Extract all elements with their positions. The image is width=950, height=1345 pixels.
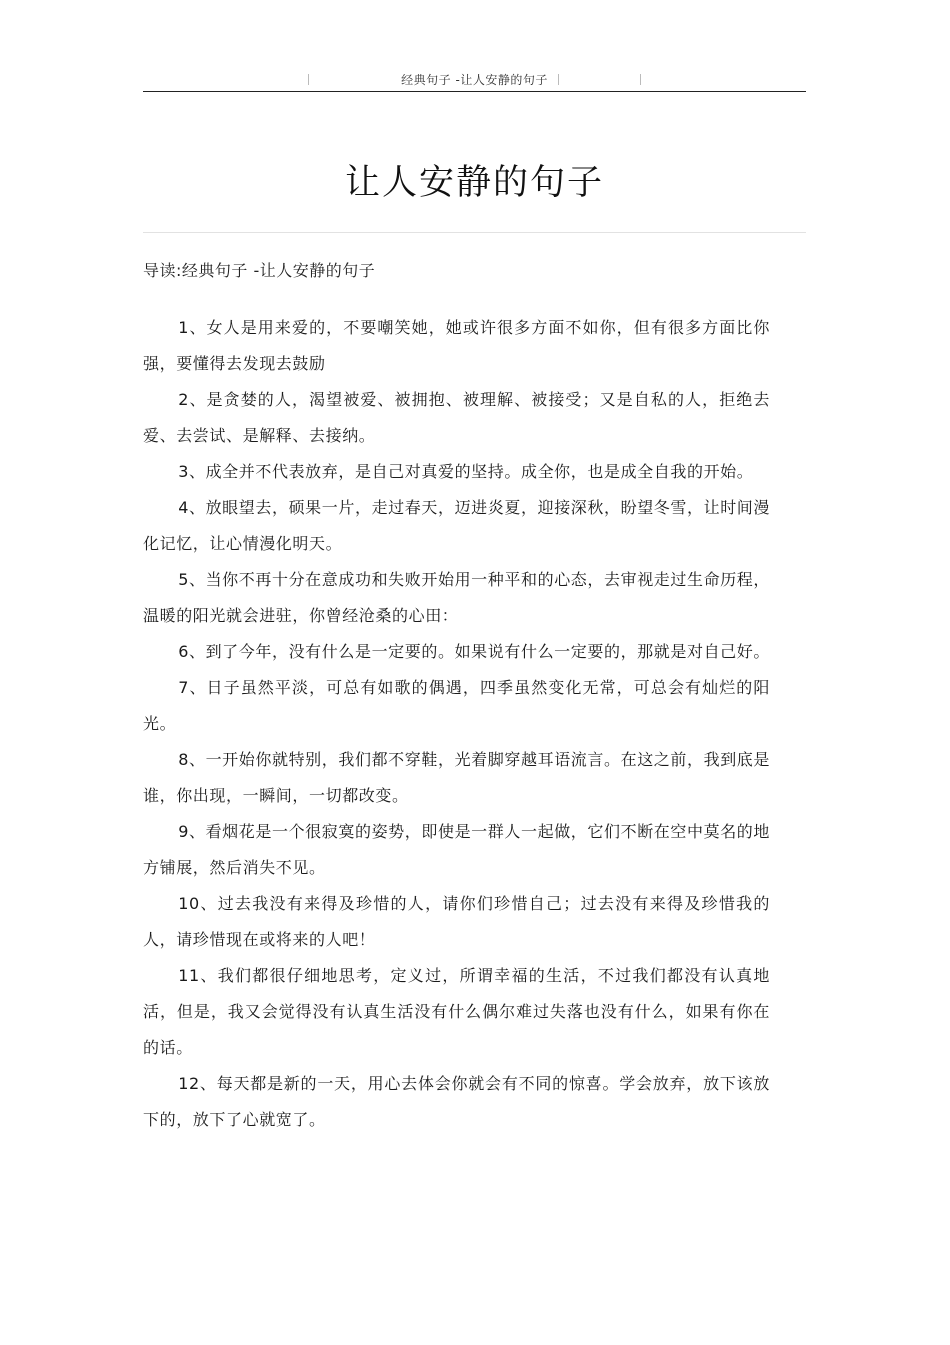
paragraph: 2、是贪婪的人，渴望被爱、被拥抱、被理解、被接受；又是自私的人，拒绝去爱、去尝试、是解释、去接纳。: [143, 390, 770, 445]
paragraph: 9、看烟花是一个很寂寞的姿势，即使是一群人一起做，它们不断在空中莫名的地方铺展，然后消失不见。: [143, 822, 770, 877]
paragraph: 10、过去我没有来得及珍惜的人，请你们珍惜自己；过去没有来得及珍惜我的人，请珍惜现在或将来的人吧！: [143, 894, 770, 949]
paragraph: 5、当你不再十分在意成功和失败开始用一种平和的心态，去审视走过生命历程，温暖的阳光就会进驻，你曾经沧桑的心田：: [143, 570, 770, 625]
header-text: 经典句子 -让人安静的句子: [401, 73, 548, 87]
paragraph: 6、到了今年，没有什么是一定要的。如果说有什么一定要的，那就是对自己好。: [178, 642, 770, 661]
paragraph: 3、成全并不代表放弃，是自己对真爱的坚持。成全你，也是成全自我的开始。: [178, 462, 754, 481]
paragraph: 4、放眼望去，硕果一片，走过春天，迈进炎夏，迎接深秋，盼望冬雪，让时间漫化记忆，让心情漫化明天。: [143, 498, 770, 553]
paragraph: 8、一开始你就特别，我们都不穿鞋，光着脚穿越耳语流言。在这之前，我到底是谁，你出现，一瞬间，一切都改变。: [143, 750, 770, 805]
intro-text: 导读:经典句子 -让人安静的句子: [143, 261, 376, 280]
paragraph: 7、日子虽然平淡，可总有如歌的偶遇，四季虽然变化无常，可总会有灿烂的阳光。: [143, 678, 770, 733]
header-divider: [640, 74, 641, 85]
page-title: 让人安静的句子: [344, 163, 604, 203]
header-divider: [558, 74, 559, 85]
body-text: [143, 310, 770, 1138]
paragraph: 1、女人是用来爱的，不要嘲笑她，她或许很多方面不如你，但有很多方面比你强，要懂得去发现去鼓励: [143, 318, 770, 373]
title-divider: [143, 232, 806, 233]
page-header: [143, 66, 806, 92]
paragraph: 12、每天都是新的一天，用心去体会你就会有不同的惊喜。学会放弃，放下该放下的，放下了心就宽了。: [143, 1074, 770, 1129]
paragraph: 11、我们都很仔细地思考，定义过，所谓幸福的生活，不过我们都没有认真地活，但是，我又会觉得没有认真生活没有什么偶尔难过失落也没有什么，如果有你在的话。: [143, 966, 770, 1057]
